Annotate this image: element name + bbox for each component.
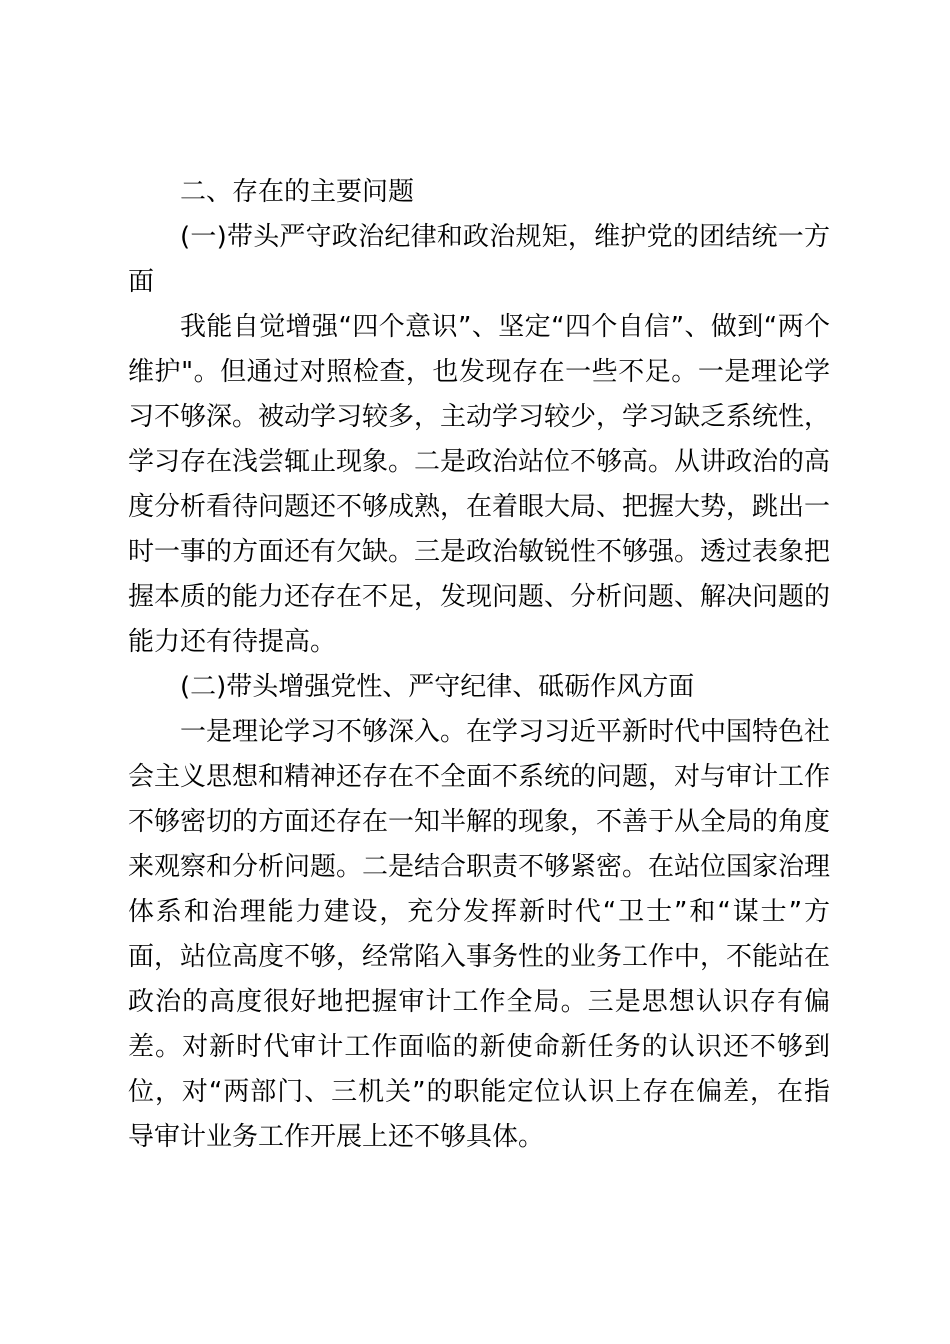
- paragraph-political-discipline: 我能自觉增强“四个意识”、坚定“四个自信”、做到“两个维护"。但通过对照检查，也发现存在一些不足。一是理论学习不够深。被动学习较多，主动学习较少，学习缺乏系统性，学习存在浅尝辄止现象。二是政治站位不够高。从讲政治的高度分析看待问题还不够成熟，在着眼大局、把握大势，跳出一时一事的方面还有欠缺。三是政治敏锐性不够强。透过表象把握本质的能力还存在不足，发现问题、分析问题、解决问题的能力还有待提高。: [128, 312, 831, 657]
- sub-heading-political-discipline: (一)带头严守政治纪律和政治规矩，维护党的团结统一方面: [128, 222, 830, 297]
- document-body: [128, 170, 830, 1160]
- paragraph-party-spirit: 一是理论学习不够深入。在学习习近平新时代中国特色社会主义思想和精神还存在不全面不系统的问题，对与审计工作不够密切的方面还存在一知半解的现象，不善于从全局的角度来观察和分析问题。二是结合职责不够紧密。在站位国家治理体系和治理能力建设，充分发挥新时代“卫士”和“谋士”方面，站位高度不够，经常陷入事务性的业务工作中，不能站在政治的高度很好地把握审计工作全局。三是思想认识存有偏差。对新时代审计工作面临的新使命新任务的认识还不够到位，对“两部门、三机关”的职能定位认识上存在偏差，在指导审计业务工作开展上还不够具体。: [128, 717, 831, 1152]
- section-heading: 二、存在的主要问题: [180, 177, 415, 207]
- sub-heading-party-spirit: (二)带头增强党性、严守纪律、砥砺作风方面: [180, 672, 695, 702]
